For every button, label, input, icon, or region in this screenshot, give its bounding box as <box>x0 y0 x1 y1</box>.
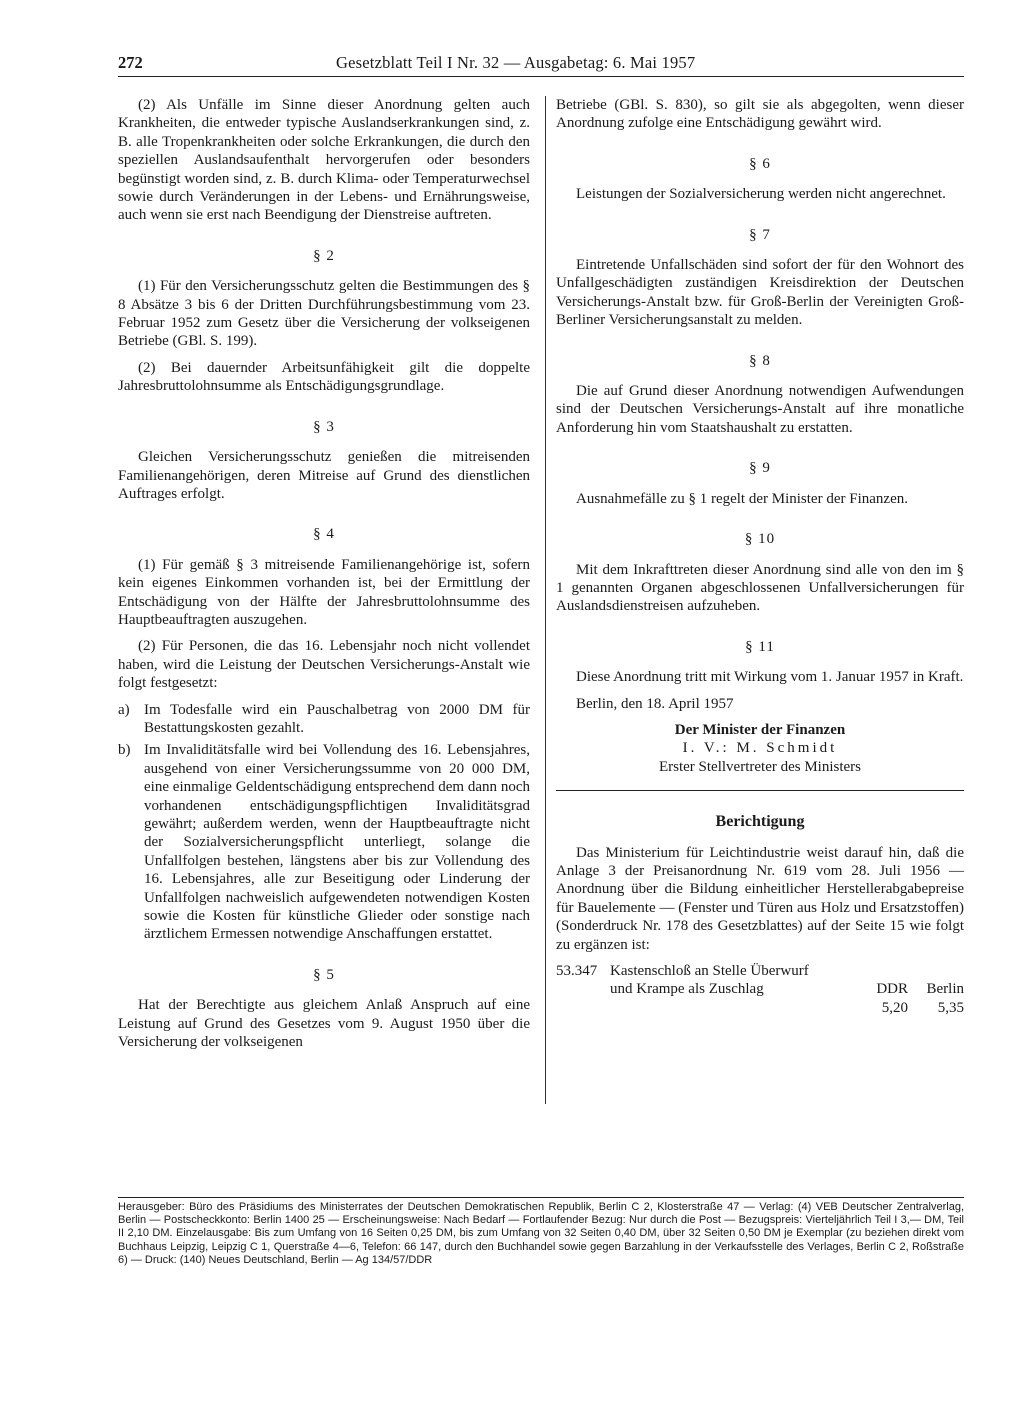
paragraph-s6-1: Leistungen der Sozialversicherung werden nicht angerechnet. <box>576 186 946 203</box>
signature-organization: Der Minister der Finanzen <box>674 721 846 738</box>
entry-code: 53.347 <box>556 963 598 979</box>
footer-rule <box>118 1197 964 1198</box>
price-ddr: 5,20 <box>881 999 908 1016</box>
section-heading-9: § 9 <box>749 460 771 477</box>
left-column <box>118 96 530 1059</box>
section-heading-6: § 6 <box>749 155 771 172</box>
correction-paragraph: Das Ministerium für Leichtindustrie weist darauf hin, daß die Anlage 3 der Preisanordnung Nr. 619 vom 28. Juli 1956 — Anordnung über die Bildung einheitlicher Herstellerabgabepreise für Bauelemente — (Fenster und Türen aus Holz und Ersatzstoffen) (Sonderdruck Nr. 178 des Gesetzblattes) auf der Seite 15 wie folgt zu ergänzen ist: <box>556 844 964 953</box>
section-heading-8: § 8 <box>749 352 771 369</box>
entry-description-line-2: und Krampe als Zuschlag <box>610 981 764 998</box>
entry-description-line-1: Kastenschloß an Stelle Überwurf <box>610 963 809 979</box>
imprint-footer: Herausgeber: Büro des Präsidiums des Ministerrates der Deutschen Demokratischen Republik, Berlin C 2, Klosterstraße 47 — Verlag: (4) VEB Deutscher Zentralverlag, Berlin — Postscheckkonto: Berlin 1400 25 — Erscheinungsweise: Nach Bedarf — Fortlaufender Bezug: Nur durch die Post — Bezugspreis: Vierteljährlich Teil I 3,— DM, Teil II 2,10 DM. Einzelausgabe: Bis zum Umfang von 16 Seiten 0,25 DM, bis zum Umfang von 32 Seiten 0,40 DM, über 32 Seiten 0,50 DM je Exemplar (zu beziehen direkt vom Buchhaus Leipzig, Leipzig C 1, Querstraße 4—6, Telefon: 66 147, durch den Buchhandel sowie gegen Barzahlung in der Verkaufsstelle des Verlages, Berlin C 2, Roßstraße 6) — Druck: (140) Neues Deutschland, Berlin — Ag 134/57/DDR <box>118 1201 964 1266</box>
list-item-b <box>118 741 530 943</box>
paragraph-s1-2: (2) Als Unfälle im Sinne dieser Anordnung gelten auch Krankheiten, die entweder typische Auslandserkrankungen sind, z. B. alle Tropenkrankheiten oder solche Erkrankungen, die durch den speziellen Auslandsaufenthalt hervorgerufen oder besonders begünstigt worden sind, z. B. durch Klima- oder Temperaturwechsel sowie durch Veränderungen in der Lebens- und Ernährungsweise, auch wenn sie erst nach Beendigung der Dienstreise auftreten. <box>118 97 530 224</box>
section-heading-7: § 7 <box>749 226 771 243</box>
page-number: 272 <box>118 53 143 72</box>
paragraph-s3-1: Gleichen Versicherungsschutz genießen die mitreisenden Familienangehörigen, deren Mitreise auf Grund des dienstlichen Auftrages erfolgt. <box>118 449 530 502</box>
paragraph-s4-1: (1) Für gemäß § 3 mitreisende Familienangehörige ist, sofern kein eigenes Einkommen vorhanden ist, bei der Ermittlung der Entschädigung von der Hälfte der Jahresbruttolohnsumme des Hauptbeauftragten auszugehen. <box>118 556 530 628</box>
paragraph-s5-cont: Betriebe (GBl. S. 830), so gilt sie als abgegolten, wenn dieser Anordnung zufolge eine Entschädigung gewährt wird. <box>556 97 964 132</box>
paragraph-s2-2: (2) Bei dauernder Arbeitsunfähigkeit gilt die doppelte Jahresbruttolohnsumme als Entschädigungsgrundlage. <box>118 359 530 395</box>
price-berlin: 5,35 <box>937 999 964 1016</box>
section-heading-10: § 10 <box>744 531 776 548</box>
list-text-a: Im Todesfalle wird ein Pauschalbetrag von 2000 DM für Bestattungskosten gezahlt. <box>144 701 530 736</box>
correction-entry <box>556 962 964 980</box>
column-divider <box>545 96 546 1104</box>
list-label-a: a) <box>118 701 130 718</box>
paragraph-s5-1: Hat der Berechtigte aus gleichem Anlaß Anspruch auf eine Leistung auf Grund des Gesetzes vom 9. August 1950 über die Versicherung der volkseigenen <box>118 997 530 1051</box>
column-label-berlin: Berlin <box>926 981 964 998</box>
place-date: Berlin, den 18. April 1957 <box>576 695 734 712</box>
signature-role: Erster Stellvertreter des Ministers <box>658 758 862 775</box>
paragraph-s10-1: Mit dem Inkrafttreten dieser Anordnung sind alle von den im § 1 genannten Organen abgeschlossenen Unfallversicherungen für Auslandsdienstreisen aufzuheben. <box>556 561 964 615</box>
paragraph-s9-1: Ausnahmefälle zu § 1 regelt der Minister der Finanzen. <box>576 490 908 507</box>
paragraph-s11-1: Diese Anordnung tritt mit Wirkung vom 1. Januar 1957 in Kraft. <box>576 669 964 686</box>
paragraph-s2-1: (1) Für den Versicherungsschutz gelten die Bestimmungen des § 8 Absätze 3 bis 6 der Dritten Durchführungsbestimmung vom 23. Februar 1952 zum Gesetz über die Versicherung der volkseigenen Betriebe (GBl. S. 199). <box>118 278 530 350</box>
paragraph-s8-1: Die auf Grund dieser Anordnung notwendigen Aufwendungen sind der Deutschen Versicherungs-Anstalt auf ihre monatliche Anforderung hin vom Staatshaushalt zu erstatten. <box>556 383 964 436</box>
signature-block <box>556 721 964 776</box>
list-text-b: Im Invaliditätsfalle wird bei Vollendung des 16. Lebensjahres, ausgehend von einer Versicherungssumme von 20 000 DM, eine einmalige Geldentschädigung entsprechend dem dann noch vorhandenen entschädigungspflichtigen Invaliditätsgrad gewährt; außerdem werden, wenn der Hauptbeauftragte nicht der Sozialversicherungspflicht unterliegt, solange die Unfallfolgen bestehen, längstens aber bis zur Vollendung des 16. Lebensjahres, alle zur Beseitigung oder Linderung der Unfallfolgen nachweislich aufgewendeten notwendigen Kosten sowie die Kosten für künstliche Glieder oder sonstige nach ärztlichem Ermessen notwendige Anschaffungen erstattet. <box>144 742 530 943</box>
section-heading-3: § 3 <box>313 418 335 435</box>
section-heading-4: § 4 <box>313 526 335 543</box>
header-rule <box>118 76 964 77</box>
list-item-a <box>118 701 530 738</box>
list-label-b: b) <box>118 742 131 759</box>
column-label-ddr: DDR <box>876 981 908 998</box>
section-heading-5: § 5 <box>313 966 335 983</box>
entry-price-row-header <box>610 980 964 998</box>
section-rule <box>556 790 964 791</box>
paragraph-s4-2: (2) Für Personen, die das 16. Lebensjahr noch nicht vollendet haben, wird die Leistung der Deutschen Versicherungs-Anstalt wie folgt festgesetzt: <box>118 638 530 692</box>
right-column <box>556 96 964 1017</box>
entry-price-row-values <box>610 999 964 1017</box>
header-title: Gesetzblatt Teil I Nr. 32 — Ausgabetag: 6. Mai 1957 <box>336 53 696 72</box>
section-heading-11: § 11 <box>745 638 775 655</box>
signature-name: I. V.: M. Schmidt <box>682 740 838 757</box>
correction-title: Berichtigung <box>715 813 805 831</box>
paragraph-s7-1: Eintretende Unfallschäden sind sofort der für den Wohnort des Unfallgeschädigten zuständigen Kreisdirektion der Deutschen Versicherungs-Anstalt bzw. für Groß-Berlin der Vereinigten Groß-Berliner Versicherungsanstalt zu melden. <box>556 257 964 329</box>
section-heading-2: § 2 <box>313 247 335 264</box>
